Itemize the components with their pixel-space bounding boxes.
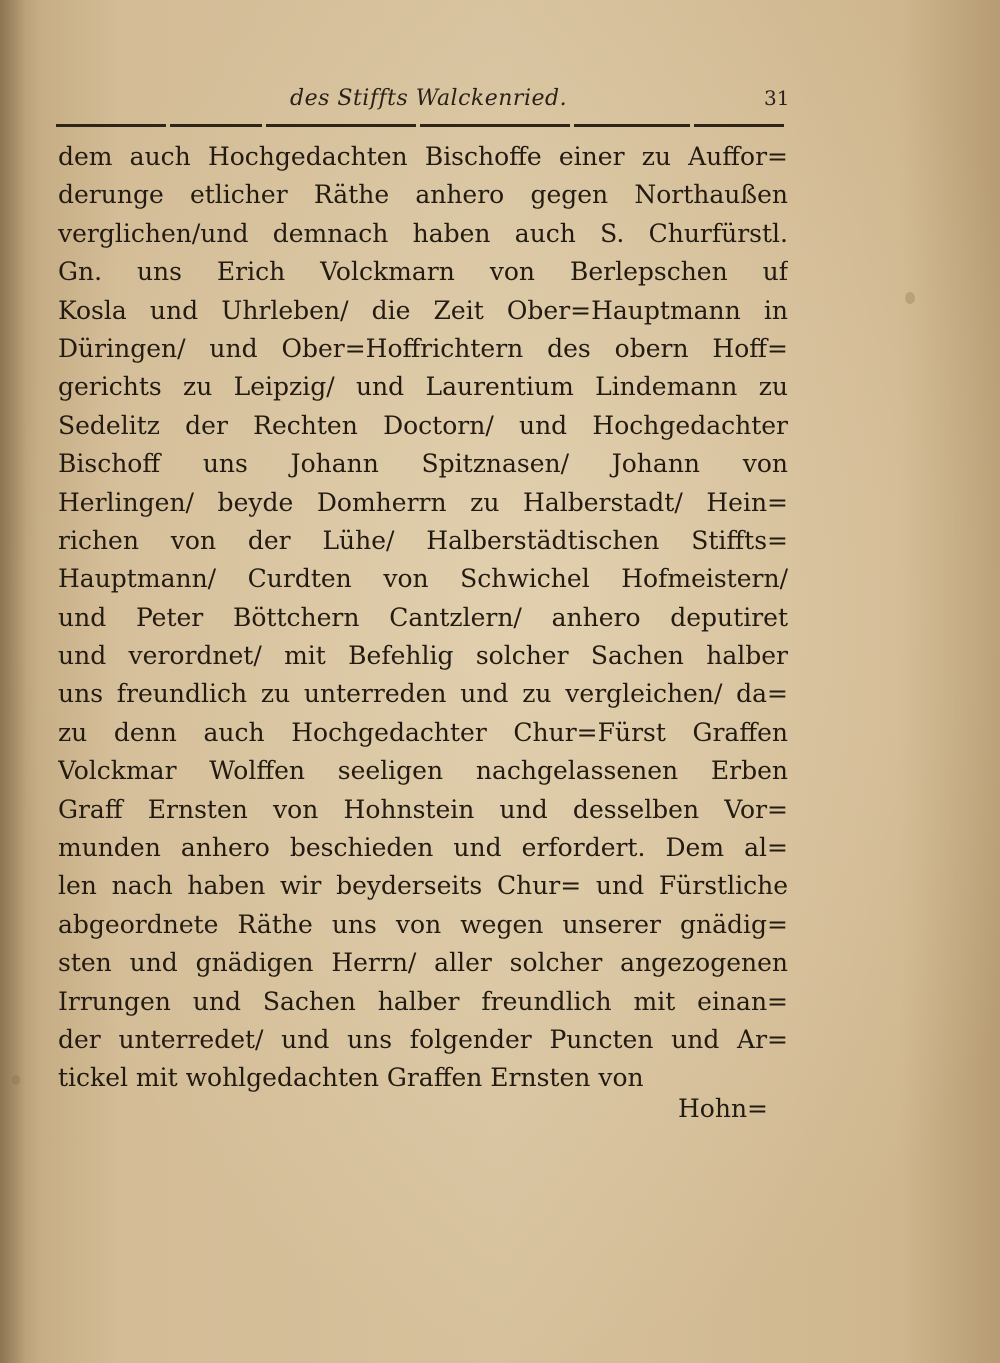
text-line: tickel mit wohlgedachten Graffen Ernsten von	[58, 1063, 644, 1093]
text-line: und Peter Böttchern Cantzlern/ anhero deputiret	[58, 602, 788, 632]
header-rule	[266, 124, 416, 127]
text-line: uns freundlich zu unterreden und zu vergleichen/ da=	[58, 679, 788, 709]
text-line: Irrungen und Sachen halber freundlich mit einan=	[58, 986, 788, 1016]
text-line: Kosla und Uhrleben/ die Zeit Ober=Hauptmann in	[58, 295, 788, 325]
page-gutter-shadow	[0, 0, 26, 1363]
text-line: Sedelitz der Rechten Doctorn/ und Hochgedachter	[58, 410, 788, 440]
header-rule	[56, 124, 166, 127]
text-line: dem auch Hochgedachten Bischoffe einer zu Auffor=	[58, 142, 788, 171]
text-line: zu denn auch Hochgedachter Chur=Fürst Graffen	[58, 717, 788, 747]
text-line: verglichen/und demnach haben auch S. Churfürstl.	[58, 218, 788, 248]
text-line: Hauptmann/ Curdten von Schwichel Hofmeistern/	[58, 564, 788, 594]
text-line: der unterredet/ und uns folgender Puncten und Ar=	[58, 1024, 788, 1054]
header-rule	[694, 124, 784, 127]
text-line: derunge etlicher Räthe anhero gegen Northaußen	[58, 180, 788, 210]
page-number: 31	[764, 86, 790, 110]
text-line: Gn. uns Erich Volckmarn von Berlepschen uf	[58, 257, 788, 287]
text-line: und verordnet/ mit Befehlig solcher Sachen halber	[58, 641, 788, 671]
text-line: Herlingen/ beyde Domherrn zu Halberstadt/ Hein=	[58, 487, 788, 517]
header-rule	[420, 124, 570, 127]
text-line: Graff Ernsten von Hohnstein und desselben Vor=	[58, 794, 788, 824]
text-line: Düringen/ und Ober=Hoffrichtern des obern Hoff=	[58, 333, 788, 363]
header-rule	[170, 124, 262, 127]
running-head: des Stiffts Walckenried.	[290, 86, 568, 111]
paper-stain	[905, 292, 915, 304]
text-line: gerichts zu Leipzig/ und Laurentium Lindemann zu	[58, 372, 788, 402]
paper-stain	[12, 1075, 20, 1085]
body-text	[58, 138, 788, 1098]
text-line: Bischoff uns Johann Spitznasen/ Johann von	[58, 449, 788, 479]
header-rule	[574, 124, 690, 127]
text-line: richen von der Lühe/ Halberstädtischen Stiffts=	[58, 525, 788, 555]
text-line: len nach haben wir beyderseits Chur= und Fürstliche	[58, 871, 788, 901]
catchword: Hohn=	[678, 1094, 769, 1123]
text-line: Volckmar Wolffen seeligen nachgelassenen Erben	[58, 756, 788, 786]
text-line: sten und gnädigen Herrn/ aller solcher angezogenen	[58, 948, 788, 978]
text-line: abgeordnete Räthe uns von wegen unserer gnädig=	[58, 909, 788, 939]
text-line: munden anhero beschieden und erfordert. Dem al=	[58, 833, 788, 863]
